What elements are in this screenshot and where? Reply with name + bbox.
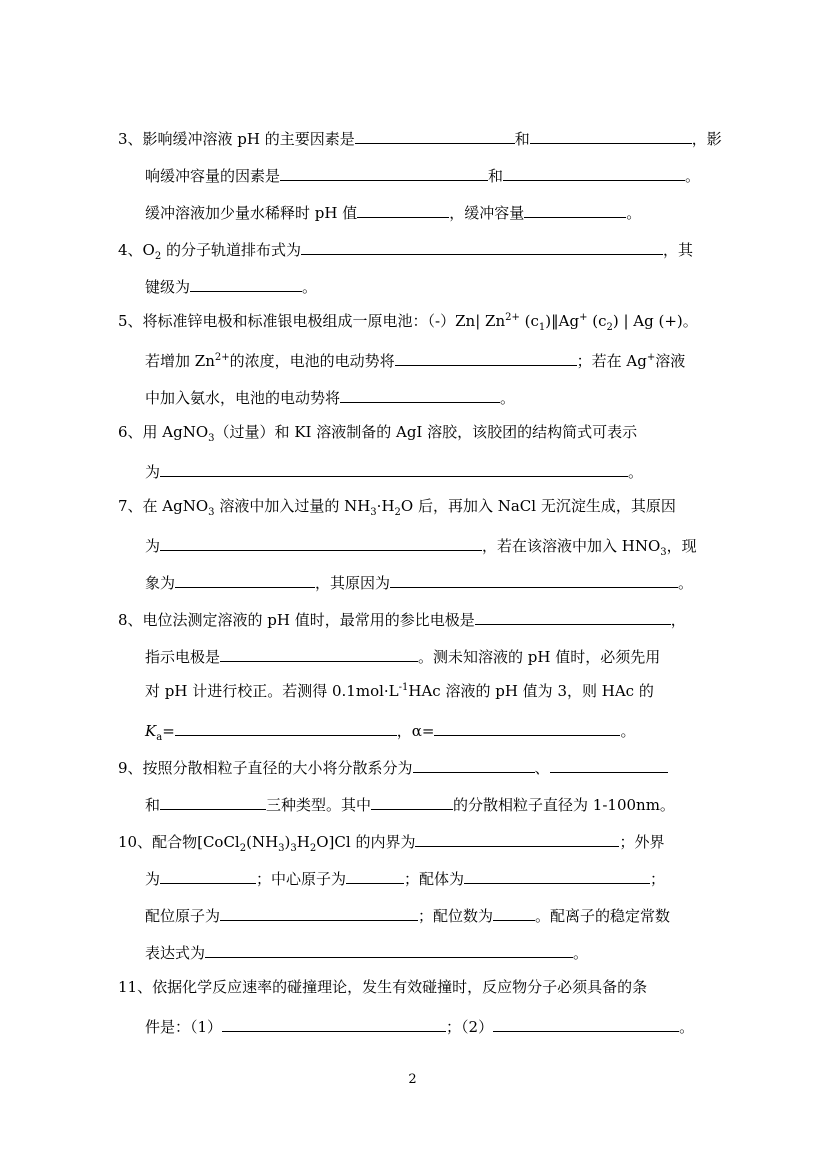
q8-line3: 对 pH 计进行校正。若测得 $0.1mol\cdot L^{-1}HAc$ 溶液的 pH 值为 3，则 HAc 的: [145, 682, 654, 700]
q11-line2: 件是：（1） ；（2） 。: [145, 1014, 694, 1037]
q10-line2: 为 ；中心原子为 ；配体为 ；: [145, 866, 665, 889]
q8-blank-2[interactable]: [220, 644, 418, 662]
q4-line2: 键级为 。: [145, 274, 317, 297]
q4-line1: 4、$O_2$ 的分子轨道排布式为 ，其: [118, 237, 693, 260]
q6-blank-1[interactable]: [160, 459, 628, 477]
q3-blank-5[interactable]: [357, 200, 449, 218]
q4-blank-1[interactable]: [301, 237, 663, 255]
q8-blank-1[interactable]: [475, 607, 671, 625]
q3-line3: 缓冲溶液加少量水稀释时 pH 值 ，缓冲容量 。: [145, 200, 641, 223]
q8-blank-3[interactable]: [175, 718, 397, 736]
q9-blank-4[interactable]: [371, 792, 453, 810]
q6-line1: 6、用 AgNO$_3$（过量）和 KI 溶液制备的 AgI 溶胶，该胶团的结构简式可表示: [118, 423, 638, 444]
q9-blank-1[interactable]: [413, 755, 535, 773]
q7-line1: 7、在 AgNO$_3$ 溶液中加入过量的 $NH_3\cdot H_2O$ 后，再加入 NaCl 无沉淀生成，其原因: [118, 497, 676, 518]
q10-line1: 10、配合物$[CoCl_2(NH_3)_3H_2O]Cl$ 的内界为 ；外界: [118, 829, 664, 852]
q5-line2: 若增加 $Zn^{2+}$的浓度，电池的电动势将 ；若在 Ag+溶液: [145, 348, 685, 371]
q11-blank-2[interactable]: [493, 1014, 679, 1032]
q9-blank-3[interactable]: [160, 792, 266, 810]
q10-blank-7[interactable]: [205, 940, 573, 958]
q10-blank-3[interactable]: [346, 866, 404, 884]
page-number: 2: [408, 1072, 417, 1087]
q5-blank-1[interactable]: [395, 348, 577, 366]
q6-line2: 为 。: [145, 459, 643, 482]
q7-line2: 为 ，若在该溶液中加入 $HNO_3$，现: [145, 533, 697, 556]
q10-blank-5[interactable]: [220, 903, 418, 921]
q4-blank-2[interactable]: [190, 274, 302, 292]
q5-blank-2[interactable]: [340, 385, 500, 403]
q8-line2: 指示电极是 。测未知溶液的 pH 值时，必须先用: [145, 644, 660, 667]
q11-blank-1[interactable]: [222, 1014, 446, 1032]
q5-line1: 5、将标准锌电极和标准银电极组成一原电池：（-）Zn| $Zn^{2+}$ $(c_1)‖Ag^+$ $(c_2)$ | Ag (+)。: [118, 312, 698, 333]
q8-line4: $K_a=$ ，α= 。: [145, 718, 635, 741]
q8-blank-4[interactable]: [434, 718, 620, 736]
q3-blank-2[interactable]: [530, 126, 692, 144]
q3-blank-4[interactable]: [503, 163, 685, 181]
q10-line3: 配位原子为 ；配位数为 。配离子的稳定常数: [145, 903, 670, 926]
q3-blank-3[interactable]: [280, 163, 488, 181]
q3-line1: 3、影响缓冲溶液 pH 的主要因素是 和 ，影: [118, 126, 722, 149]
q10-blank-6[interactable]: [493, 903, 535, 921]
q10-line4: 表达式为 。: [145, 940, 588, 963]
q3-blank-1[interactable]: [355, 126, 515, 144]
q7-blank-3[interactable]: [390, 570, 678, 588]
q10-blank-1[interactable]: [415, 829, 619, 847]
q10-blank-2[interactable]: [160, 866, 256, 884]
q5-line3: 中加入氨水，电池的电动势将 。: [145, 385, 515, 408]
q10-blank-4[interactable]: [464, 866, 650, 884]
q9-line2: 和 三种类型。其中 的分散相粒子直径为 1-100nm。: [145, 792, 675, 815]
q7-line3: 象为 ，其原因为 。: [145, 570, 693, 593]
q9-line1: 9、按照分散相粒子直径的大小将分散系分为 、: [118, 755, 668, 778]
q3-line2: 响缓冲容量的因素是 和 。: [145, 163, 700, 186]
q11-line1: 11、依据化学反应速率的碰撞理论，发生有效碰撞时，反应物分子必须具备的条: [118, 978, 648, 996]
q3-blank-6[interactable]: [524, 200, 626, 218]
q7-blank-2[interactable]: [175, 570, 315, 588]
q7-blank-1[interactable]: [160, 533, 482, 551]
q9-blank-2[interactable]: [550, 755, 668, 773]
q8-line1: 8、电位法测定溶液的 pH 值时，最常用的参比电极是 ，: [118, 607, 686, 630]
